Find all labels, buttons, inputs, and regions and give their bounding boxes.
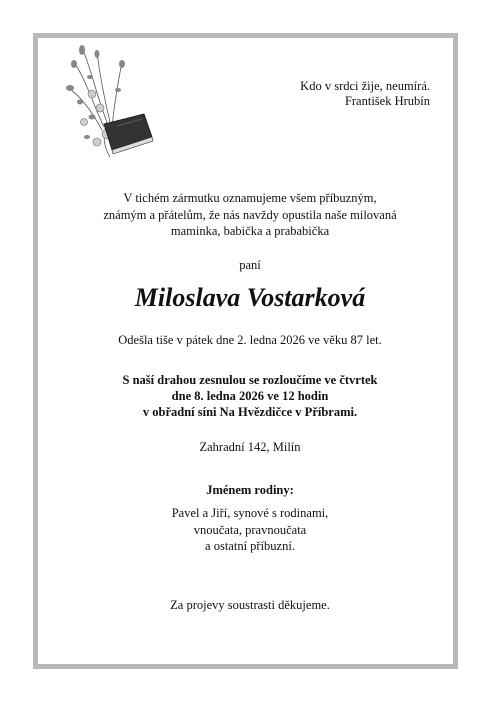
ceremony-line: v obřadní síni Na Hvězdičce v Příbrami. xyxy=(142,405,358,419)
motto-author: František Hrubín xyxy=(344,94,430,108)
address: Zahradní 142, Milín xyxy=(199,440,301,454)
announcement-line: V tichém zármutku oznamujeme všem příbuzným, xyxy=(123,191,377,205)
family-heading: Jménem rodiny: xyxy=(206,483,294,497)
family-line: a ostatní příbuzní. xyxy=(205,539,295,553)
title-word: paní xyxy=(239,258,261,272)
ceremony-info xyxy=(0,372,500,420)
death-info: Odešla tiše v pátek dne 2. ledna 2026 ve věku 87 let. xyxy=(118,333,382,347)
announcement-line: známým a přátelům, že nás navždy opustila naše milovaná xyxy=(103,207,397,222)
deceased-name: Miloslava Vostarková xyxy=(134,283,366,312)
thanks-note: Za projevy soustrasti děkujeme. xyxy=(170,598,330,612)
family-line: vnoučata, pravnoučata xyxy=(193,522,307,537)
family-line: Pavel a Jiří, synové s rodinami, xyxy=(171,506,329,520)
announcement-line: maminka, babička a prababička xyxy=(170,224,330,238)
ceremony-line: dne 8. ledna 2026 ve 12 hodin xyxy=(171,389,329,403)
family-list xyxy=(0,505,500,555)
ceremony-line: S naší drahou zesnulou se rozloučíme ve čtvrtek xyxy=(122,373,378,387)
flowers-and-book-icon xyxy=(62,42,162,162)
motto-quote: Kdo v srdci žije, neumírá. xyxy=(300,79,430,93)
motto xyxy=(300,79,430,109)
announcement xyxy=(0,190,500,240)
